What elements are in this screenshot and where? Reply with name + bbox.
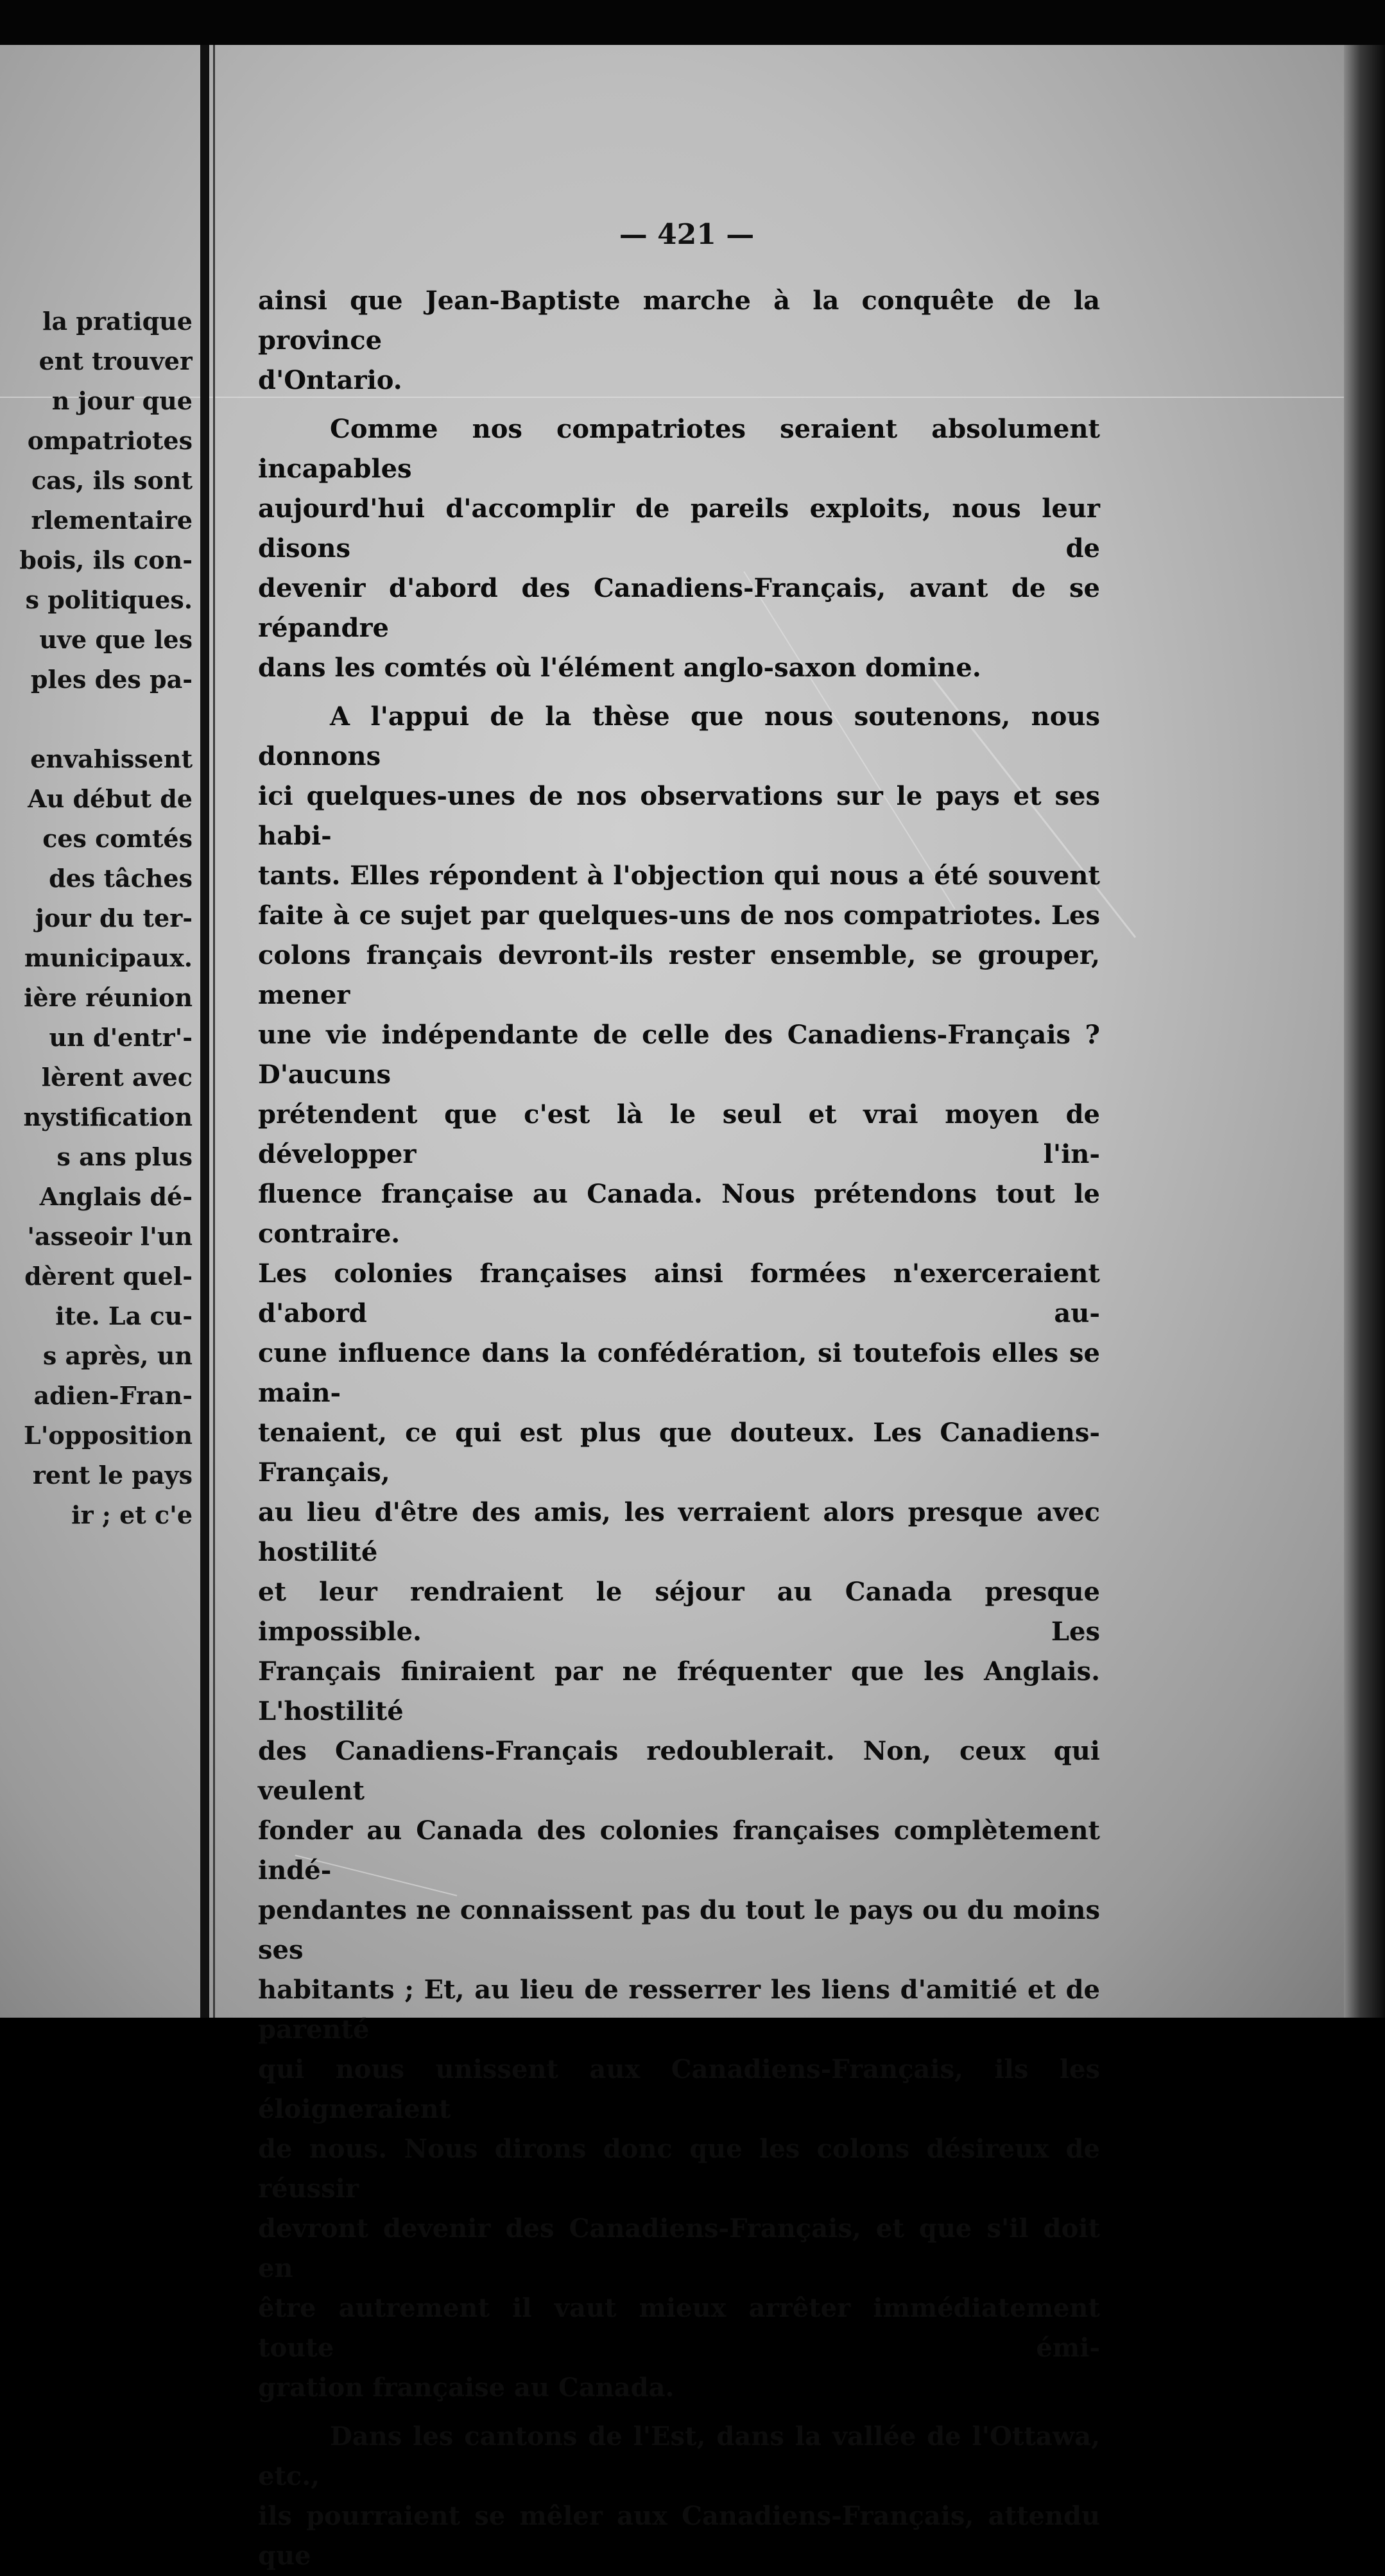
page-body-text xyxy=(258,281,1100,2576)
facing-page-line: des tâches xyxy=(49,864,193,893)
text-line: cune influence dans la confédération, si toutefois elles se main- xyxy=(258,1338,1100,1408)
text-line: Comme nos compatriotes seraient absolument incapables xyxy=(258,414,1100,484)
facing-page-line: lèrent avec xyxy=(41,1063,193,1092)
facing-page-line xyxy=(0,700,193,739)
page-number: — 421 — xyxy=(619,218,755,251)
text-line: A l'appui de la thèse que nous soutenons, nous donnons xyxy=(258,701,1100,771)
facing-page-line: municipaux. xyxy=(24,943,193,972)
text-line: prétendent que c'est là le seul et vrai moyen de développer l'in- xyxy=(258,1099,1100,1169)
text-line: de nous. Nous dirons donc que les colons désireux de réussir xyxy=(258,2134,1100,2204)
facing-page-line: Au début de xyxy=(28,784,193,813)
facing-page-line: ir ; et c'e xyxy=(71,1500,193,1529)
text-line: ici quelques-unes de nos observations sur le pays et ses habi- xyxy=(258,781,1100,851)
facing-page-line: rlementaire xyxy=(31,506,193,535)
facing-page-line: rent le pays xyxy=(32,1461,193,1490)
facing-page-line: dèrent quel- xyxy=(24,1262,193,1291)
book-gutter xyxy=(200,45,209,2018)
facing-page-line: Anglais dé- xyxy=(39,1182,193,1211)
page-right-edge-shadow xyxy=(1344,45,1385,2018)
facing-page-line: L'opposition xyxy=(24,1421,193,1450)
text-line: Dans les cantons de l'Est, dans la vallée de l'Ottawa, etc., xyxy=(258,2421,1100,2491)
facing-page-line: envahissent xyxy=(30,744,193,773)
facing-page-line: s ans plus xyxy=(56,1142,193,1171)
text-line: colons français devront-ils rester ensemble, se grouper, mener xyxy=(258,940,1100,1010)
text-line: fluence française au Canada. Nous prétendons tout le contraire. xyxy=(258,1179,1100,1249)
text-line: tants. Elles répondent à l'objection qui nous a été souvent xyxy=(258,861,1100,891)
text-line: fonder au Canada des colonies françaises complètement indé- xyxy=(258,1816,1100,1885)
book-gutter-edge xyxy=(213,45,215,2018)
text-line: des Canadiens-Français redoublerait. Non, ceux qui veulent xyxy=(258,1736,1100,1806)
text-line: dans les comtés où l'élément anglo-saxon domine. xyxy=(258,653,981,683)
facing-page-line: ples des pa- xyxy=(30,665,193,694)
facing-page-line: ent trouver xyxy=(39,347,193,375)
facing-page-line: ompatriotes xyxy=(27,426,193,455)
text-line: être autrement il vaut mieux arrêter immédiatement toute émi- xyxy=(258,2293,1100,2363)
facing-page-line: s politiques. xyxy=(25,585,193,614)
facing-page-line: ite. La cu- xyxy=(55,1301,193,1330)
text-line: faite à ce sujet par quelques-uns de nos compatriotes. Les xyxy=(258,900,1100,931)
text-line: habitants ; Et, au lieu de resserrer les liens d'amitié et de parenté xyxy=(258,1975,1100,2045)
facing-page-text-fragment xyxy=(0,302,193,1535)
facing-page-line: ces comtés xyxy=(42,824,193,853)
facing-page-line: ière réunion xyxy=(24,983,193,1012)
text-line: et leur rendraient le séjour au Canada presque impossible. Les xyxy=(258,1577,1100,1647)
facing-page-line: s après, un xyxy=(42,1341,193,1370)
text-line: pendantes ne connaissent pas du tout le pays ou du moins ses xyxy=(258,1895,1100,1965)
text-line: aujourd'hui d'accomplir de pareils exploits, nous leur disons de xyxy=(258,494,1100,563)
text-line: au lieu d'être des amis, les verraient alors presque avec hostilité xyxy=(258,1497,1100,1567)
facing-page-line: adien-Fran- xyxy=(33,1381,193,1410)
text-line: qui nous unissent aux Canadiens-Français, ils les éloigneraient xyxy=(258,2054,1100,2124)
text-line: devenir d'abord des Canadiens-Français, avant de se répandre xyxy=(258,573,1100,643)
text-line: une vie indépendante de celle des Canadiens-Français ? D'aucuns xyxy=(258,1020,1100,1090)
facing-page-line: un d'entr'- xyxy=(49,1023,193,1052)
paragraph-spacing xyxy=(258,688,1100,697)
text-line: gration française au Canada. xyxy=(258,2373,675,2403)
facing-page-line: nystification xyxy=(23,1103,193,1131)
text-line: d'Ontario. xyxy=(258,365,402,395)
text-line: ils pourraient se mêler aux Canadiens-Français, attendu que xyxy=(258,2501,1100,2571)
text-line: tenaient, ce qui est plus que douteux. Les Canadiens-Français, xyxy=(258,1418,1100,1488)
facing-page-line: cas, ils sont xyxy=(31,466,193,495)
text-line: devront devenir des Canadiens-Français, et que s'il doit en xyxy=(258,2213,1100,2283)
facing-page-line: bois, ils con- xyxy=(19,545,193,574)
paragraph-spacing xyxy=(258,400,1100,409)
facing-page-line: jour du ter- xyxy=(35,904,193,932)
facing-page-line: uve que les xyxy=(39,625,193,654)
text-line: Français finiraient par ne fréquenter que les Anglais. L'hostilité xyxy=(258,1656,1100,1726)
facing-page-line: la pratique xyxy=(42,307,193,336)
scan-top-border xyxy=(0,0,1385,45)
facing-page-line: 'asseoir l'un xyxy=(27,1222,193,1251)
paragraph-spacing xyxy=(258,2408,1100,2417)
facing-page-line: n jour que xyxy=(51,386,193,415)
text-line: Les colonies françaises ainsi formées n'exerceraient d'abord au- xyxy=(258,1258,1100,1328)
text-line: ainsi que Jean-Baptiste marche à la conquête de la province xyxy=(258,286,1100,356)
